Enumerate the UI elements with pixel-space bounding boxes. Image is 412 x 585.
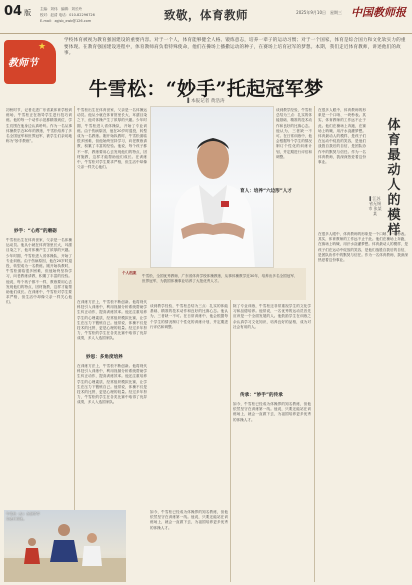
subheading-4: 育人：培养“六边形”人才 <box>240 189 292 194</box>
section-title: 致敬，体育教师 <box>164 8 248 22</box>
profile-text: 牛雪松，全国优秀教师，广东省体育学校体操教练，从事体操教学近30年，培养出多名全国冠军、世界冠军，为我国体操事业培养了大批优秀人才。 <box>142 274 298 284</box>
byline: ▌本报记者 黄浩涛 <box>187 99 225 104</box>
column-2-body: 在训练方法上，牛雪松不断创新。他将现代科技引入训练中，利用视频分析系统帮助学生纠正动作，提高训练效率。他还注重培养学生的心理素质，经常组织模拟比赛，让学生在压力下锻炼自己。他常说，体操不仅是技术的比拼，更是心理的较量。经过多年努力，牛雪松的学生在各类比赛中取得了优异成绩，多人入选国家队。 <box>77 300 147 341</box>
masthead-logo: 中国教师报 <box>351 6 406 19</box>
profile-caption <box>118 268 306 300</box>
column-2-top: 牛雪松出生在体育世家，父亲是一名体操运动员。他从小就在体育馆里长大，耳濡目染之下，他对体操产生了浓厚的兴趣。少年时期，牛雪松进入省体操队，开始了专业训练。由于伤病原因，他在20岁时退役，转型成为一名教练。刚开始执教时，牛雪松面临很多困难，但他始终坚持学习，向老教练请教，积累了丰富的经验。他说，每个孩子都不一样，教练要用心去发现他们的特点，因材施教，这样才能帮助他们成长。在训练中，牛雪松对学生要求严格，但生活中却像父亲一样关心他们。 <box>77 108 147 170</box>
page-header <box>0 0 412 34</box>
subheading-1: 妙手：“心疼”的磨砺 <box>14 229 57 234</box>
article-title: 牛雪松：“妙手”托起冠军梦 <box>88 78 324 100</box>
teacher-portrait-photo <box>150 106 274 268</box>
training-photo-caption: 牛雪松（左）在指导学生进行训练。 <box>6 512 40 521</box>
badge-label: 教师节 <box>8 58 38 69</box>
page-number: 04 版 <box>4 4 32 19</box>
column-4-bottom: 如今，牛雪松已经成为体操界的知名教练，但他依然坚守在训练第一线。他说，只要还能站在训练场上，就会一直做下去，为祖国培养更多优秀的体操人才。 <box>233 402 311 422</box>
editor-info: 主编：刘伟 编辑：刘长玲 校对：赵清 电话：010-82296726 E-mail：zgjsb_xwb@126.com <box>40 7 95 23</box>
subheading-5b: 传承：“妙手”的传承 <box>240 393 283 398</box>
star-icon: ★ <box>38 42 47 52</box>
sidebar-body-top: 在很多人眼中，体育教师的形象是一个口哨、一块秒表。其实，体育教师的工作远不止于此。他们在操场上奔跑，在赛场上呐喊，用汗水浇灌梦想。体育最动人的模样，是孩子们在运动中绽放的笑容，是他们战胜自我后的自信，是团队协作中的默契与信任。作为一名体育教师，我深深热爱着这份事业。 <box>318 108 366 165</box>
column-1-body: 牛雪松出生在体育世家，父亲是一名体操运动员。他从小就在体育馆里长大，耳濡目染之下，他对体操产生了浓厚的兴趣。少年时期，牛雪松进入省体操队，开始了专业训练。由于伤病原因，他在20岁时退役，转型成为一名教练。刚开始执教时，牛雪松面临很多困难，但他始终坚持学习，向老教练请教，积累了丰富的经验。他说，每个孩子都不一样，教练要用心去发现他们的特点，因材施教，这样才能帮助他们成长。在训练中，牛雪松对学生要求严格，但生活中却像父亲一样关心他们。 <box>6 238 72 305</box>
sidebar-author: ▌江苏省无锡市 张某某 <box>368 196 382 216</box>
column-3-lower: 谈到教学经验，牛雪松总结为三点：扎实的体能基础、精准的技术动作和良好的比赛心态。他认为，三者缺一不可。在日常训练中，他会根据每个学生的情况制订个性化的训练计划，并定期进行评估和调整。 <box>150 304 228 329</box>
column-1-lead: 初秋时节，记者走进广东省某体育学校训练场，牛雪松正在指导学生进行技巧训练。他的每一个动作示范都精准到位，学生们围在他身边认真聆听。作为一名从事体操教学近30年的教练，牛雪松培养了多名全国冠军和世界冠军，被学生们亲切地称为“妙手教练”。 <box>6 108 72 144</box>
column-4-body: 除了专业训练，牛雪松还非常重视学生的文化学习和品德培养。他常说，一名优秀的运动员首先应该是一个全面发展的人。他鼓励学生在训练之余认真学习文化知识，培养良好的品格，成为对社会有用的人。 <box>233 304 311 329</box>
column-3-bottom: 如今，牛雪松已经成为体操界的知名教练，但他依然坚守在训练第一线。他说，只要还能站在训练场上，就会一直做下去，为祖国培养更多优秀的体操人才。 <box>150 510 228 530</box>
issue-date: 2025年9月10日 星期三 <box>296 10 342 15</box>
column-3-right: 谈到教学经验，牛雪松总结为三点：扎实的体能基础、精准的技术动作和良好的比赛心态。他认为，三者缺一不可。在日常训练中，他会根据每个学生的情况制订个性化的训练计划，并定期进行评估和调整。 <box>276 108 312 159</box>
sidebar-body: 在很多人眼中，体育教师的形象是一个口哨、一块秒表。其实，体育教师的工作远不止于此。他们在操场上奔跑，在赛场上呐喊，用汗水浇灌梦想。体育最动人的模样，是孩子们在运动中绽放的笑容，是他们战胜自我后的自信，是团队协作中的默契与信任。作为一名体育教师，我深深热爱着这份事业。 <box>318 232 408 263</box>
column-divider-2 <box>230 300 231 582</box>
subheading-2: 妙思：多角度培养 <box>86 355 123 360</box>
sidebar-title: 体育最动人的模样 <box>387 118 401 238</box>
column-divider <box>74 106 75 510</box>
column-2-bottom: 在训练方法上，牛雪松不断创新。他将现代科技引入训练中，利用视频分析系统帮助学生纠正动作，提高训练效率。他还注重培养学生的心理素质，经常组织模拟比赛，让学生在压力下锻炼自己。他常说，体操不仅是技术的比拼，更是心理的较量。经过多年努力，牛雪松的学生在各类比赛中取得了优异成绩，多人入选国家队。 <box>77 364 147 405</box>
profile-tag: 个人档案 <box>122 271 137 275</box>
section-intro: 学校体育被视为教育强国建设的重要内容。对于一个人，体育能够健全人格、锻炼意志，培养一辈子的运动习惯；对于一个国家，体育是综合国力和文化软实力的重要体现。在教育强国建设进程中，体育教师肩负着特殊使命，他们在操场上播撒运动的种子，在赛场上培育冠军的梦想。本期，我们走近体育教师，讲述他们的故事。 <box>64 38 406 57</box>
